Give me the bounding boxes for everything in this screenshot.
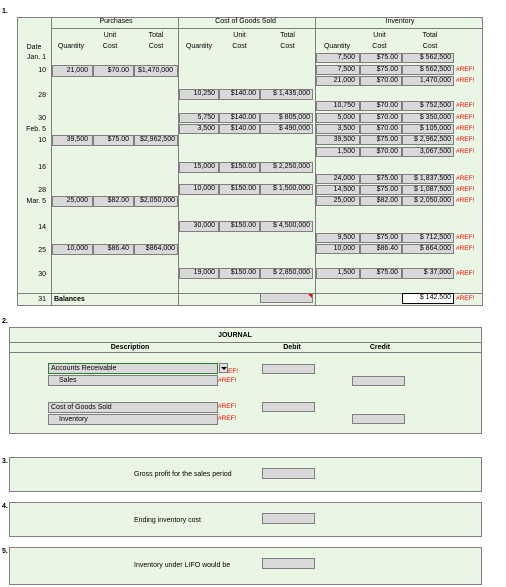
purch-total-cell[interactable]: $1,470,000	[134, 65, 178, 77]
cogs-qty-cell[interactable]: 5,750	[179, 113, 219, 123]
inv-unit-cell[interactable]: $75.00	[360, 185, 402, 195]
inventory-cost-label: Cost	[372, 43, 387, 50]
ref-error: #REF!	[456, 102, 475, 109]
inv-total-cell[interactable]: $ 752,500	[402, 101, 454, 111]
inv-qty-cell[interactable]: 7,500	[316, 53, 360, 63]
inv-total-cell[interactable]: $ 2,962,500	[402, 135, 454, 145]
inv-qty-cell[interactable]: 1,500	[316, 147, 360, 157]
ref-error: #REF!	[218, 415, 237, 422]
cogs-quantity-label: Quantity	[185, 43, 213, 50]
inv-unit-cell[interactable]: $75.00	[360, 233, 402, 243]
inventory-total-label: Total	[422, 32, 438, 39]
row-date: 16	[38, 164, 46, 171]
cogs-unit-cell[interactable]: $150.00	[219, 162, 260, 173]
inv-unit-cell[interactable]: $70.00	[360, 101, 402, 111]
ref-error: #REF!	[456, 77, 475, 84]
row-date: 10	[38, 67, 46, 74]
row-date: 25	[38, 247, 46, 254]
inv-balance-cell[interactable]: $ 142,500	[402, 293, 454, 304]
cogs-qty-cell[interactable]: 10,000	[179, 184, 219, 195]
purch-unit-cell[interactable]: $70.00	[93, 65, 134, 77]
inv-unit-cell[interactable]: $75.00	[360, 53, 402, 63]
cogs-totalcost-label: Cost	[280, 43, 295, 50]
ref-error: #REF!	[456, 136, 475, 143]
date-label: Date	[26, 44, 42, 51]
inv-unit-cell[interactable]: $82.00	[360, 196, 402, 206]
cogs-qty-cell[interactable]: 19,000	[179, 268, 219, 279]
inv-unit-cell[interactable]: $75.00	[360, 135, 402, 145]
ending-inventory-panel	[9, 502, 482, 537]
ref-error: #REF!	[456, 175, 475, 182]
purch-total-cell[interactable]: $864,000	[134, 244, 178, 255]
lifo-label: Inventory under LIFO would be	[134, 562, 231, 569]
ref-error: #REF!	[456, 66, 475, 73]
cogs-unit-cell[interactable]: $140.00	[219, 89, 260, 100]
cogs-unit-cell[interactable]: $150.00	[219, 221, 260, 232]
inventory-totalcost-label: Cost	[422, 43, 438, 50]
purchases-quantity-label: Quantity	[57, 43, 85, 50]
inv-qty-cell[interactable]: 1,500	[316, 268, 360, 279]
cogs-header: Cost of Goods Sold	[215, 18, 276, 25]
inv-total-cell[interactable]: 1,470,000	[402, 76, 454, 86]
cogs-total-cell[interactable]: $ 490,000	[260, 124, 313, 134]
inv-total-cell[interactable]: $ 1,837,500	[402, 174, 454, 184]
inv-qty-cell[interactable]: 5,000	[316, 113, 360, 123]
ref-error: #REF!	[456, 148, 475, 155]
dropdown-arrow-icon[interactable]	[219, 363, 228, 373]
row-date: 30	[38, 271, 46, 278]
section-4-number: 4.	[2, 503, 8, 510]
inv-unit-cell[interactable]: $75.00	[360, 174, 402, 184]
cogs-balance-cell[interactable]	[260, 293, 313, 303]
journal-title: JOURNAL	[218, 332, 252, 339]
section-1-number: 1.	[2, 8, 8, 15]
purchases-cost-label: Cost	[102, 43, 118, 50]
entry2-sub-select[interactable]: Inventory	[48, 414, 218, 425]
purch-unit-cell[interactable]: $86.40	[93, 244, 134, 255]
inv-qty-cell[interactable]: 39,500	[316, 135, 360, 145]
gross-profit-input[interactable]	[262, 468, 315, 479]
cogs-unit-cell[interactable]: $140.00	[219, 124, 260, 134]
ref-error: #REF!	[456, 295, 475, 302]
inv-total-cell[interactable]: $ 105,000	[402, 124, 454, 134]
row-date: 10	[38, 137, 46, 144]
lifo-panel	[9, 547, 482, 585]
inv-total-cell[interactable]: $ 712,500	[402, 233, 454, 243]
description-header: Description	[110, 344, 150, 351]
row-date: 30	[38, 115, 46, 122]
gross-profit-panel	[9, 457, 482, 492]
row-date: Feb. 5	[26, 126, 46, 133]
inv-unit-cell[interactable]: $86.40	[360, 244, 402, 254]
purchases-unit-label: Unit	[103, 32, 117, 39]
purch-qty-cell[interactable]: 21,000	[52, 65, 93, 77]
purch-total-cell[interactable]: $2,050,000	[134, 196, 178, 207]
inventory-quantity-label: Quantity	[323, 43, 351, 50]
cogs-total-cell[interactable]: $ 1,500,000	[260, 184, 313, 195]
inv-total-cell[interactable]: $ 37,000	[402, 268, 454, 279]
purchases-totalcost-label: Cost	[148, 43, 164, 50]
inv-qty-cell[interactable]: 21,000	[316, 76, 360, 86]
cogs-qty-cell[interactable]: 15,000	[179, 162, 219, 173]
ref-error: #REF!	[218, 403, 237, 410]
inv-total-cell[interactable]: $ 1,087,500	[402, 185, 454, 195]
inv-qty-cell[interactable]: 3,500	[316, 124, 360, 134]
inv-qty-cell[interactable]: 24,000	[316, 174, 360, 184]
purchases-header: Purchases	[99, 18, 133, 25]
purch-qty-cell[interactable]: 39,500	[52, 135, 93, 146]
ref-error: EF!	[228, 368, 239, 375]
ref-error: #REF!	[456, 186, 475, 193]
ref-error: #REF!	[456, 197, 475, 204]
section-2-number: 2.	[2, 318, 8, 325]
purch-total-cell[interactable]: $2,962,500	[134, 135, 178, 146]
cogs-total-cell[interactable]: $ 2,250,000	[260, 162, 313, 173]
inv-total-cell[interactable]: 3,067,500	[402, 147, 454, 157]
row-date: Mar. 5	[26, 198, 46, 205]
inv-qty-cell[interactable]: 9,500	[316, 233, 360, 243]
inv-total-cell[interactable]: $ 2,050,000	[402, 196, 454, 206]
ref-error: #REF!	[456, 234, 475, 241]
ref-error: #REF!	[456, 114, 475, 121]
cogs-unit-cell[interactable]: $150.00	[219, 268, 260, 279]
section-3-number: 3.	[2, 458, 8, 465]
purch-qty-cell[interactable]: 10,000	[52, 244, 93, 255]
row-date: 31	[38, 296, 46, 303]
cogs-unit-cell[interactable]: $140.00	[219, 113, 260, 123]
inv-total-cell[interactable]: $ 864,000	[402, 244, 454, 254]
ending-inventory-label: Ending inventory cost	[134, 517, 201, 524]
ending-inventory-input[interactable]	[262, 513, 315, 524]
cogs-total-cell[interactable]: $ 1,435,000	[260, 89, 313, 100]
entry1-credit-input[interactable]	[352, 376, 405, 386]
purch-unit-cell[interactable]: $82.00	[93, 196, 134, 207]
row-date: Jan. 1	[26, 54, 46, 61]
inventory-unit-label: Unit	[373, 32, 386, 39]
ref-error: #REF!	[456, 125, 475, 132]
inv-qty-cell[interactable]: 10,000	[316, 244, 360, 254]
purch-qty-cell[interactable]: 25,000	[52, 196, 93, 207]
inv-qty-cell[interactable]: 7,500	[316, 65, 360, 75]
entry2-account-select[interactable]: Cost of Goods Sold	[48, 402, 218, 413]
purchases-total-label: Total	[148, 32, 164, 39]
row-date: 14	[38, 224, 46, 231]
inv-unit-cell[interactable]: $75.00	[360, 65, 402, 75]
gross-profit-label: Gross profit for the sales period	[134, 471, 232, 478]
balances-label: Balances	[54, 296, 85, 303]
inv-qty-cell[interactable]: 25,000	[316, 196, 360, 206]
inv-unit-cell[interactable]: $75.00	[360, 268, 402, 279]
cogs-qty-cell[interactable]: 10,250	[179, 89, 219, 100]
entry1-account-select[interactable]: Accounts Receivable	[48, 363, 218, 374]
cogs-unit-label: Unit	[233, 32, 246, 39]
entry2-credit-input[interactable]	[352, 414, 405, 424]
inv-total-cell[interactable]: $ 562,500	[402, 65, 454, 75]
inv-qty-cell[interactable]: 10,750	[316, 101, 360, 111]
cogs-cost-label: Cost	[232, 43, 247, 50]
lifo-input[interactable]	[262, 558, 315, 569]
inv-unit-cell[interactable]: $70.00	[360, 76, 402, 86]
inventory-header: Inventory	[385, 18, 415, 25]
inv-unit-cell[interactable]: $70.00	[360, 147, 402, 157]
ref-error: #REF!	[456, 245, 475, 252]
cogs-total-cell[interactable]: $ 2,850,000	[260, 268, 313, 279]
row-date: 28	[38, 187, 46, 194]
inv-total-cell[interactable]: $ 350,000	[402, 113, 454, 123]
cogs-unit-cell[interactable]: $150.00	[219, 184, 260, 195]
cogs-qty-cell[interactable]: 30,000	[179, 221, 219, 232]
ref-error: #REF!	[456, 270, 475, 277]
inv-total-cell[interactable]: $ 562,500	[402, 53, 454, 63]
section-5-number: 5.	[2, 548, 8, 555]
inv-unit-cell[interactable]: $70.00	[360, 113, 402, 123]
entry2-debit-input[interactable]	[262, 402, 315, 412]
cogs-total-cell[interactable]: $ 805,000	[260, 113, 313, 123]
purch-unit-cell[interactable]: $75.00	[93, 135, 134, 146]
row-date: 28	[38, 92, 46, 99]
cogs-total-label: Total	[280, 32, 295, 39]
cogs-total-cell[interactable]: $ 4,500,000	[260, 221, 313, 232]
entry1-debit-input[interactable]	[262, 364, 315, 374]
credit-header: Credit	[369, 344, 391, 351]
cogs-qty-cell[interactable]: 3,500	[179, 124, 219, 134]
inv-unit-cell[interactable]: $70.00	[360, 124, 402, 134]
entry1-sub-select[interactable]: Sales	[48, 375, 218, 386]
inv-qty-cell[interactable]: 14,500	[316, 185, 360, 195]
debit-header: Debit	[283, 344, 301, 351]
ref-error: #REF!	[218, 377, 237, 384]
